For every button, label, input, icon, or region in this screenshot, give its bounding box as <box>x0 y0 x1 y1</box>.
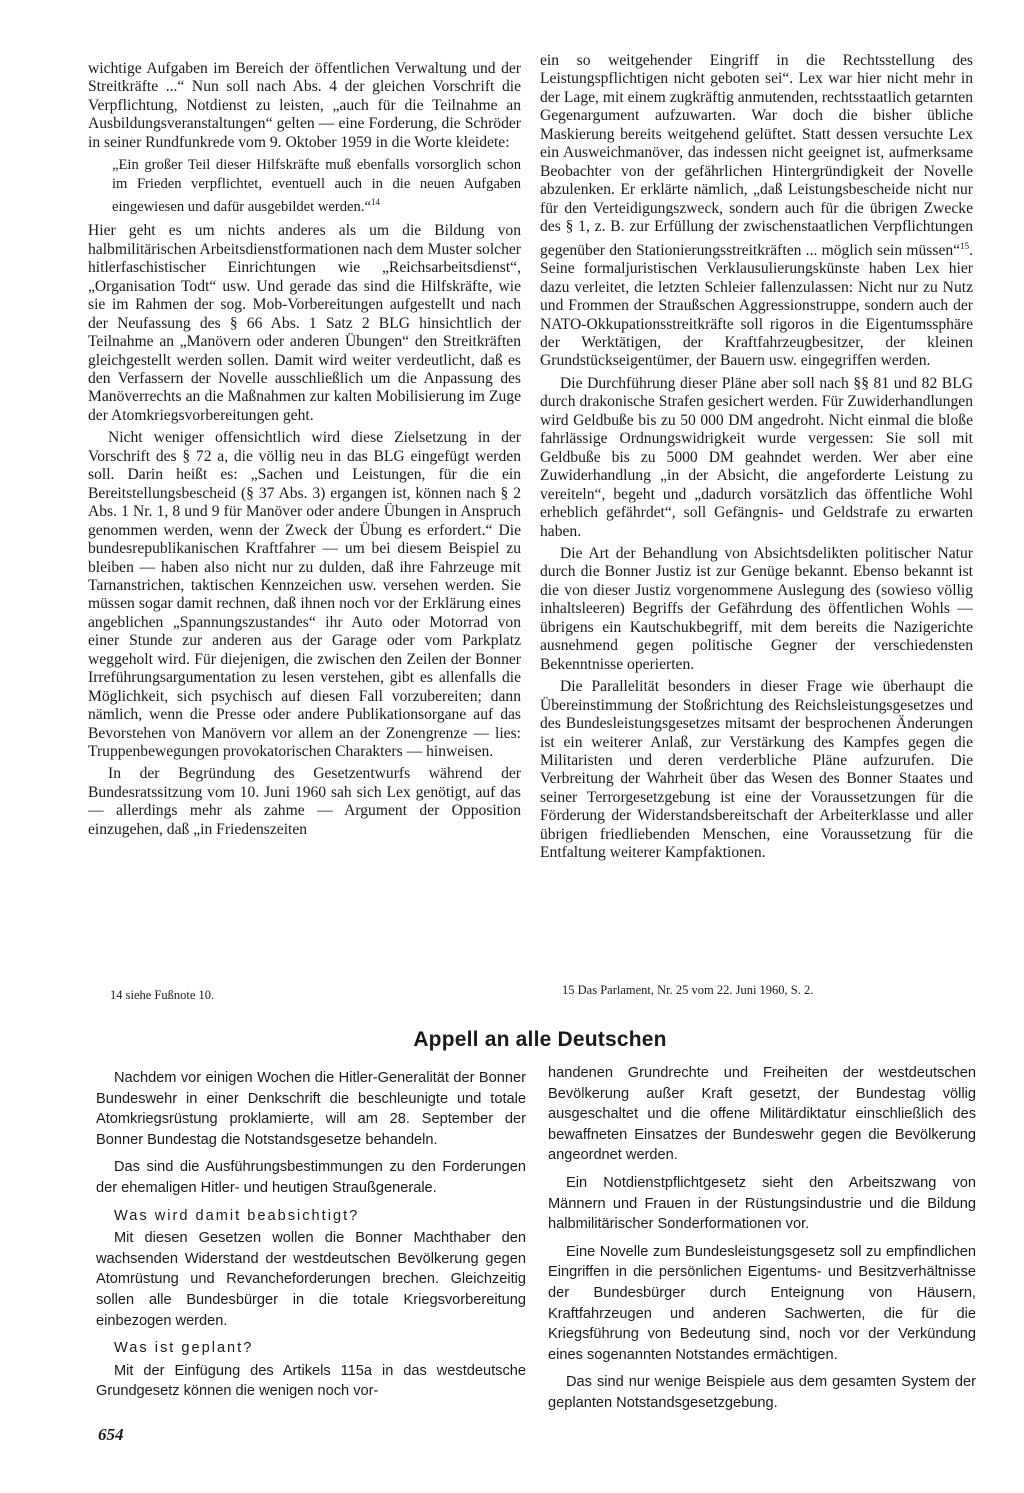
left-paragraph-3: Nicht weniger offensichtlich wird diese Zielsetzung in der Vorschrift des § 72 a, die völlig neu in das BLG eingefügt werden soll. Darin heißt es: „Sachen und Leistungen, für die ein Bereitstellungsbescheid (§ 37 Abs. 3) ergangen ist, können nach § 2 Abs. 1 Nr. 1, 8 und 9 für Manöver oder andere Übungen in Anspruch genommen werden, wenn der Zweck der Übung es erfordert.“ Die bundesrepublikanischen Kraftfahrer — um bei diesem Beispiel zu bleiben — haben also nicht nur zu dulden, daß ihre Fahrzeuge mit Tarnanstrichen, taktischen Kennzeichen usw. versehen werden. Sie müssen sogar damit rechnen, daß ihnen noch vor der Erklärung eines angeblichen „Spannungszustandes“ ihr Auto oder Motorrad von einer Stunde zur anderen aus der Garage oder vom Parkplatz weggeholt wird. Für diejenigen, die zwischen den Zeilen der Bonner Irreführungsargumentation zu lesen verstehen, gibt es allenfalls die Möglichkeit, sich psychisch auf diesen Fall vorzubereiten; dann nämlich, wenn die Presse oder andere Publikationsorgane auf das Bevorstehen von Manövern vor allem an der Zonengrenze — lies: Truppenbewegungen provokatorischen Charakters — hinweisen. <box>88 429 521 761</box>
footnote-15 <box>562 983 962 998</box>
article-right-column <box>540 52 973 867</box>
appeal-question-1: Was wird damit beabsichtigt? <box>114 1207 360 1224</box>
appeal-left-column <box>96 1068 526 1409</box>
appeal-left-paragraph-2: Das sind die Ausführungsbestimmungen zu den Forderungen der ehemaligen Hitler- und heutigen Straußgenerale. <box>96 1159 526 1196</box>
right-paragraph-2: Die Durchführung dieser Pläne aber soll nach §§ 81 und 82 BLG durch drakonische Strafen gesichert werden. Für Zuwiderhandlungen wird Geldbuße bis zu 50 000 DM angedroht. Nicht einmal die bloße fahrlässige Ordnungswidrigkeit wurde vergessen: Sie soll mit Geldbuße bis zu 5000 DM geahndet werden. Wer aber eine Zuwiderhandlung „in der Absicht, die angeforderte Leistung zu vereiteln“, begeht und „dadurch vorsätzlich das öffentliche Wohl erheblich gefährdet“, soll Gefängnis- und Geldstrafe zu erwarten haben. <box>540 374 973 540</box>
right-paragraph-4: Die Parallelität besonders in dieser Frage wie überhaupt die Übereinstimmung der Stoßrichtung des Reichsleistungsgesetzes und des Bundesleistungsgesetzes mitsamt der besprochenen Änderungen ist ein weiterer Anlaß, zur Verstärkung des Kampfes gegen die Militaristen und deren verderbliche Pläne aufzurufen. Die Verbreitung der Wahrheit über das Wesen des Bonner Staates und seiner Terrorgesetzgebung ist eine der Voraussetzungen für die Förderung der Widerstandsbereitschaft der Arbeiterklasse und aller übrigen friedliebenden Menschen, eine Voraussetzung für die Entfaltung weiterer Kampfaktionen. <box>540 678 973 862</box>
appeal-title: Appell an alle Deutschen <box>413 1028 667 1051</box>
appeal-right-column <box>548 1063 976 1421</box>
appeal-question-2: Was ist geplant? <box>114 1340 254 1357</box>
right-paragraph-1a: ein so weitgehender Eingriff in die Rechtsstellung des Leistungspflichtigen nicht geboten sei“. Lex war hier nicht mehr in der Lage, mit einem zugkräftig anmutenden, rechtsstaatlich getarnten Gegenargument aufzuwarten. War doch die bisher übliche Maskierung bereits weitgehend gelüftet. Statt dessen versuchte Lex ein Ausweichmanöver, das indessen nicht geeignet ist, aufmerksame Beobachter von der gefährlichen Hintergründigkeit der Novelle abzulenken. Er erklärte nämlich, „daß Leistungsbescheide nicht nur für den Verteidigungszweck, sondern auch für die übrigen Zwecke des § 1, z. B. zur Erfüllung der zwischenstaatlichen Verpflichtungen gegenüber den Stationierungsstreitkräften ... möglich sein müssen“ <box>540 52 973 259</box>
left-paragraph-1: wichtige Aufgaben im Bereich der öffentlichen Verwaltung und der Streitkräfte ...“ Nun soll nach Abs. 4 der gleichen Vorschrift die Verpflichtung, Notdienst zu leisten, „auch für die Teilnahme an Ausbildungsveranstaltungen“ gelten — eine Forderung, die Schröder in seiner Rundfunkrede vom 9. Oktober 1959 in die Worte kleidete: <box>88 60 521 151</box>
footnote-14-text: 14 siehe Fußnote 10. <box>110 988 215 1002</box>
appeal-right-paragraph-3: Eine Novelle zum Bundesleistungsgesetz soll zu empfindlichen Eingriffen in die persönlichen Eigentums- und Besitzverhältnisse der Bundesbürger durch Enteignung von Häusern, Kraftfahrzeugen und anderen Sachwerten, die für die Kriegsführung von Bedeutung sind, noch vor der Verkündung eines sogenannten Notstandes ermächtigen. <box>548 1243 976 1363</box>
block-quote <box>112 156 521 216</box>
appeal-left-paragraph-4: Mit der Einfügung des Artikels 115a in das westdeutsche Grundgesetz können die wenigen noch vor- <box>96 1362 526 1400</box>
page-number: 654 <box>98 1425 124 1444</box>
right-paragraph-1 <box>540 52 973 371</box>
footnote-14 <box>110 988 410 1003</box>
article-left-column <box>88 60 521 843</box>
left-paragraph-4: In der Begründung des Gesetzentwurfs während der Bundesratssitzung vom 10. Juni 1960 sah sich Lex genötigt, auf das — allerdings mehr als zahme — Argument der Opposition einzugehen, daß „in Friedenszeiten <box>88 765 521 838</box>
appeal-left-paragraph-3: Mit diesen Gesetzen wollen die Bonner Machthaber den wachsenden Widerstand der westdeutschen Bevölkerung gegen Atomrüstung und Revancheforderungen brechen. Gleichzeitig sollen alle Bundesbürger in die totale Kriegsvorbereitung einbezogen werden. <box>96 1230 526 1329</box>
quote-text: „Ein großer Teil dieser Hilfskräfte muß ebenfalls vorsorglich schon im Frieden verpflichtet, eventuell auch in die neuen Aufgaben eingewiesen und dafür ausgebildet werden.“ <box>112 157 521 215</box>
right-paragraph-1b: . Seine formaljuristischen Verklausulierungskünste haben Lex hier dazu verleitet, die letzten Schleier fallenzulassen: Nicht nur zu Nutz und Frommen der Straußschen Aggressionstruppe, sondern auch der NATO-Okkupationsstreitkräfte soll rigoros in die Eigentumssphäre der Werktätigen, der Kraftfahrzeugbesitzer, der kleinen Grundstückseigentümer, der Bauern usw. eingegriffen werden. <box>540 241 973 370</box>
left-paragraph-2: Hier geht es um nichts anderes als um die Bildung von halbmilitärischen Arbeitsdienstformationen nach dem Muster solcher hitlerfaschistischer Einrichtungen wie „Reichsarbeitsdienst“, „Organisation Todt“ usw. Und gerade das sind die Hilfskräfte, wie sie im Rahmen der sog. Mob-Vorbereitungen aufgestellt und nach der Neufassung des § 66 Abs. 1 Satz 2 BLG hinsichtlich der Teilnahme an „Manövern oder anderen Übungen“ den Streitkräften gleichgestellt werden sollen. Damit wird weiter verdeutlicht, daß es den Verfassern der Novelle ausschließlich um die Anpassung des Manöverrechts an die Maßnahmen zur kalten Mobilisierung im Zuge der Atomkriegsvorbereitungen geht. <box>88 222 521 424</box>
footnote-ref-14: 14 <box>370 197 380 208</box>
footnote-ref-15: 15 <box>960 240 970 251</box>
appeal-left-paragraph-1: Nachdem vor einigen Wochen die Hitler-Generalität der Bonner Bundeswehr in einer Denkschrift die beschleunigte und totale Atomkriegsrüstung proklamierte, will am 28. September der Bonner Bundestag die Notstandsgesetze behandeln. <box>96 1070 526 1148</box>
appeal-right-paragraph-1: handenen Grundrechte und Freiheiten der westdeutschen Bevölkerung außer Kraft gesetzt, der Bundestag völlig ausgeschaltet und die offene Militärdiktatur einschließlich des bewaffneten Einsatzes der Bundeswehr gegen die Bevölkerung angeordnet werden. <box>548 1065 976 1164</box>
footnote-15-text: 15 Das Parlament, Nr. 25 vom 22. Juni 1960, S. 2. <box>562 983 814 997</box>
appeal-right-paragraph-2: Ein Notdienstpflichtgesetz sieht den Arbeitszwang von Männern und Frauen in der Rüstungsindustrie und die Bildung halbmilitärischer Sonderformationen vor. <box>548 1174 976 1233</box>
right-paragraph-3: Die Art der Behandlung von Absichtsdelikten politischer Natur durch die Bonner Justiz ist zur Genüge bekannt. Ebenso bekannt ist die von dieser Justiz vorgenommene Auslegung des (sowieso völlig inhaltsleeren) Begriffs der Gefährdung des öffentlichen Wohls — übrigens ein Kautschukbegriff, mit dem bereits die Nazigerichte ausnehmend gegen politische Gegner der verschiedensten Bekenntnisse operierten. <box>540 544 973 673</box>
appeal-right-paragraph-4: Das sind nur wenige Beispiele aus dem gesamten System der geplanten Notstandsgesetzgebung. <box>548 1374 976 1411</box>
